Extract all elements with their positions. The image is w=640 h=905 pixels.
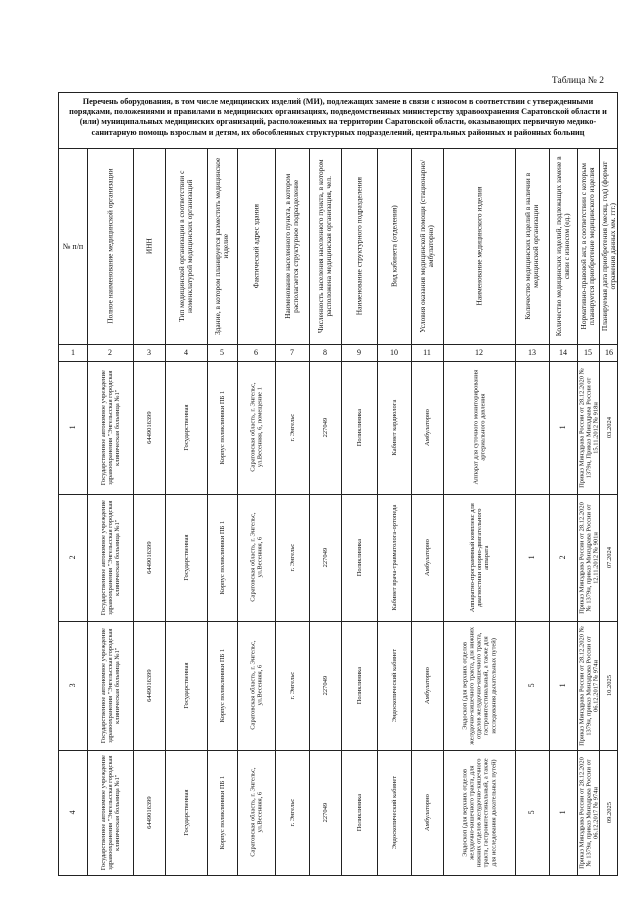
column-header-4 xyxy=(166,150,206,343)
column-header-5-text: Здание, в котором планируется разместить медицинское изделие xyxy=(212,157,230,336)
column-header-6 xyxy=(238,150,274,343)
row-4-conditions xyxy=(412,751,442,874)
row-3-conditions-text: Амбулаторно xyxy=(423,667,431,704)
row-4-date xyxy=(600,751,618,874)
row-4-device xyxy=(444,751,514,874)
column-header-10 xyxy=(378,150,410,343)
row-3-device xyxy=(444,622,514,749)
row-2-qty-replace xyxy=(550,495,576,620)
row-1-type-text: Государственная xyxy=(182,404,190,451)
row-2-building xyxy=(208,495,236,620)
column-header-7-text: Наименование населенного пункта, в котором располагается структурное подразделение xyxy=(282,173,300,320)
row-3-act-text: Приказ Минздрава России от 28.12.2020 № 1379н, приказ Минздрава России от 06.12.2017 № 974н xyxy=(578,625,600,746)
row-4-address-text: Саратовская область, г. Энгельс, ул.Весенняя, 6 xyxy=(248,767,263,858)
row-4-population xyxy=(310,751,340,874)
row-3-qty-replace xyxy=(550,622,576,749)
column-header-13-text: Количество медицинских изделий в наличии в медицинской организации xyxy=(522,173,540,320)
column-number-4: 4 xyxy=(184,348,188,357)
column-number-11: 11 xyxy=(423,348,431,357)
row-3-locality-text: г. Энгельс xyxy=(288,671,296,700)
row-1-cabinet-text: Кабинет кардиолога xyxy=(390,399,398,456)
row-3-inn xyxy=(134,622,164,749)
row-1-qty-have xyxy=(516,362,548,493)
row-2-locality-text: г. Энгельс xyxy=(288,543,296,572)
row-4-qty-replace xyxy=(550,751,576,874)
column-number-1: 1 xyxy=(71,348,75,357)
row-1-qty-replace-text: 1 xyxy=(557,425,567,430)
row-3-date-text: 10.2025 xyxy=(605,674,613,697)
row-3-device-text: Эндоскоп (для верхних отделов желудочно-кишечного тракта, для нижних отделов желудочно-кишечного тракта, гастроинтестинальный, а также для исследования дыхательных путей) xyxy=(461,626,497,745)
row-4-population-text: 227049 xyxy=(321,802,329,823)
column-header-2 xyxy=(88,150,132,343)
row-4-inn-text: 6449016399 xyxy=(145,796,153,829)
row-3-type-text: Государственная xyxy=(182,662,190,709)
column-header-9 xyxy=(342,150,376,343)
row-4-locality-text: г. Энгельс xyxy=(288,798,296,827)
row-2-inn-text: 6449016399 xyxy=(145,541,153,574)
row-3-unit xyxy=(342,622,376,749)
row-3-cabinet xyxy=(378,622,410,749)
row-1-date-text: 03.2024 xyxy=(605,416,613,439)
row-1-cabinet xyxy=(378,362,410,493)
row-1-locality-text: г. Энгельс xyxy=(288,413,296,442)
row-2-population xyxy=(310,495,340,620)
row-1-building xyxy=(208,362,236,493)
row-2-conditions xyxy=(412,495,442,620)
row-3-address-text: Саратовская область, г. Энгельс, ул.Весенняя, 6 xyxy=(248,640,263,731)
column-header-12-text: Наименование медицинского изделия xyxy=(473,187,483,306)
row-3-qty-have-text: 5 xyxy=(526,683,536,688)
row-1-unit xyxy=(342,362,376,493)
row-1-locality xyxy=(276,362,308,493)
column-number-7: 7 xyxy=(290,348,294,357)
row-2-unit xyxy=(342,495,376,620)
column-header-11 xyxy=(412,150,442,343)
table-grid xyxy=(59,149,617,875)
column-header-13 xyxy=(516,150,548,343)
column-header-10-text: Вид кабинета (отделения) xyxy=(388,205,398,288)
row-4-act-text: Приказ Минздрава России от 28.12.2020 № 1379н, приказ Минздрава России от 06.12.2017 № 974н xyxy=(578,756,600,869)
row-4-type-text: Государственная xyxy=(182,789,190,836)
row-3-cabinet-text: Эндоскопический кабинет xyxy=(390,648,398,723)
row-4-unit xyxy=(342,751,376,874)
column-header-2-text: Полное наименование медицинской организации xyxy=(104,168,114,325)
column-number-13: 13 xyxy=(528,348,536,357)
row-3-n-text: 3 xyxy=(67,683,77,688)
row-1-date xyxy=(600,362,618,493)
row-3-n xyxy=(60,622,86,749)
row-1-qty-replace xyxy=(550,362,576,493)
row-2-org-text: Государственное автономное учреждение здравоохранения "Энгельсская городская клиническая больница №1" xyxy=(99,499,121,616)
row-4-conditions-text: Амбулаторно xyxy=(423,794,431,831)
row-4-cabinet-text: Эндоскопический кабинет xyxy=(390,775,398,850)
row-2-org xyxy=(88,495,132,620)
row-4-building xyxy=(208,751,236,874)
row-2-type xyxy=(166,495,206,620)
row-3-population-text: 227049 xyxy=(321,675,329,696)
row-1-n-text: 1 xyxy=(67,425,77,430)
row-3-population xyxy=(310,622,340,749)
row-4-unit-text: Поликлиника xyxy=(355,793,363,832)
row-4-org xyxy=(88,751,132,874)
column-header-7 xyxy=(276,150,308,343)
column-header-15 xyxy=(578,150,598,343)
column-number-16: 16 xyxy=(605,348,613,357)
row-1-type xyxy=(166,362,206,493)
row-1-address-text: Саратовская область, г. Энгельс, ул.Весенняя, 6, помещение 1 xyxy=(248,382,263,473)
row-2-act-text: Приказ Минздрава России от 28.12.2020 № 1379н, приказ Минздрава России от 12.11.2012 № 901н xyxy=(578,501,600,614)
row-3-locality xyxy=(276,622,308,749)
row-2-conditions-text: Амбулаторно xyxy=(423,539,431,576)
column-header-16 xyxy=(600,150,618,343)
table-label: Таблица № 2 xyxy=(551,76,604,86)
column-number-12: 12 xyxy=(475,348,483,357)
row-1-building-text: Корпус поликлиники ПБ 1 xyxy=(218,390,226,465)
row-3-act xyxy=(578,622,598,749)
row-2-inn xyxy=(134,495,164,620)
row-3-inn-text: 6449016399 xyxy=(145,669,153,702)
row-4-building-text: Корпус поликлиники ПБ 1 xyxy=(218,775,226,850)
row-1-org xyxy=(88,362,132,493)
row-4-date-text: 09.2025 xyxy=(605,801,613,824)
column-header-6-text: Фактический адрес здания xyxy=(250,204,260,289)
column-header-12 xyxy=(444,150,514,343)
row-4-device-text: Эндоскоп (для верхних отделов желудочно-кишечного тракта, для нижних отделов желудочно-кишечного тракта, гастроинтестинальный, а также для исследования дыхательных путей) xyxy=(461,757,497,868)
row-1-population xyxy=(310,362,340,493)
row-2-type-text: Государственная xyxy=(182,534,190,581)
column-number-14: 14 xyxy=(559,348,567,357)
row-1-device xyxy=(444,362,514,493)
row-1-inn-text: 6449016399 xyxy=(145,411,153,444)
row-4-inn xyxy=(134,751,164,874)
column-header-8-text: Численность населения населенного пункта, в котором расположена медицинская организация, чел. xyxy=(315,159,333,334)
row-2-cabinet-text: Кабинет врача-травматолога-ортопеда xyxy=(390,504,398,611)
row-3-conditions xyxy=(412,622,442,749)
column-number-10: 10 xyxy=(390,348,398,357)
row-4-qty-have xyxy=(516,751,548,874)
row-4-org-text: Государственное автономное учреждение здравоохранения "Энгельсская городская клиническая больница №1" xyxy=(99,754,121,871)
row-4-address xyxy=(238,751,274,874)
row-3-qty-replace-text: 1 xyxy=(557,683,567,688)
row-4-cabinet xyxy=(378,751,410,874)
row-1-population-text: 227049 xyxy=(321,417,329,438)
column-number-2: 2 xyxy=(108,348,112,357)
row-2-address-text: Саратовская область, г. Энгельс, ул.Весенняя, 6 xyxy=(248,512,263,603)
row-3-unit-text: Поликлиника xyxy=(355,666,363,705)
row-2-act xyxy=(578,495,598,620)
row-2-device xyxy=(444,495,514,620)
column-header-1-text: № п/п xyxy=(62,241,84,251)
column-header-4-text: Тип медицинской организации в соответствии с номенклатурой медицинских организаций xyxy=(176,170,194,323)
row-1-act xyxy=(578,362,598,493)
row-4-n-text: 4 xyxy=(67,810,77,815)
row-4-locality xyxy=(276,751,308,874)
row-1-inn xyxy=(134,362,164,493)
row-2-cabinet xyxy=(378,495,410,620)
row-4-n xyxy=(60,751,86,874)
column-header-1 xyxy=(60,150,86,343)
column-header-14-text: Количество медицинских изделий, подлежащих замене в связи с износом (ед.) xyxy=(553,156,571,337)
row-3-building-text: Корпус поликлиники ПБ 1 xyxy=(218,648,226,723)
row-1-conditions xyxy=(412,362,442,493)
row-1-device-text: Аппарат для суточного мониторирования артериального давления xyxy=(471,370,486,485)
row-3-org xyxy=(88,622,132,749)
column-header-9-text: Наименование структурного подразделения xyxy=(353,177,363,316)
row-2-address xyxy=(238,495,274,620)
row-3-type xyxy=(166,622,206,749)
row-2-population-text: 227049 xyxy=(321,547,329,568)
column-header-8 xyxy=(310,150,340,343)
row-3-qty-have xyxy=(516,622,548,749)
column-header-5 xyxy=(208,150,236,343)
row-2-n-text: 2 xyxy=(67,555,77,560)
row-2-unit-text: Поликлиника xyxy=(355,538,363,577)
row-1-unit-text: Поликлиника xyxy=(355,408,363,447)
row-3-building xyxy=(208,622,236,749)
column-number-9: 9 xyxy=(357,348,361,357)
row-2-device-text: Аппаратно-программный комплекс для диагностики опорно-двигательного аппарата xyxy=(468,503,490,612)
equipment-table xyxy=(58,92,618,876)
column-header-14 xyxy=(550,150,576,343)
row-2-qty-replace-text: 2 xyxy=(557,555,567,560)
column-number-5: 5 xyxy=(220,348,224,357)
row-3-org-text: Государственное автономное учреждение здравоохранения "Энгельсская городская клиническая больница №1" xyxy=(99,627,121,744)
row-4-qty-have-text: 5 xyxy=(526,810,536,815)
row-1-address xyxy=(238,362,274,493)
row-1-act-text: Приказ Минздрава России от 28.12.2020 № 1379н, Приказ Минздрава России от 15.11.2012 № 918н xyxy=(578,367,600,488)
row-1-n xyxy=(60,362,86,493)
column-header-3 xyxy=(134,150,164,343)
column-header-16-text: Планируемая дата приобретения (месяц, год) (формат отражения данных мм. ггг.) xyxy=(599,161,617,332)
row-2-n xyxy=(60,495,86,620)
row-4-qty-replace-text: 1 xyxy=(557,810,567,815)
row-1-conditions-text: Амбулаторно xyxy=(423,409,431,446)
column-header-11-text: Условия оказания медицинской помощи (стационарно/амбулаторно) xyxy=(417,160,435,333)
row-2-date-text: 07.2024 xyxy=(605,546,613,569)
row-4-type xyxy=(166,751,206,874)
column-number-15: 15 xyxy=(584,348,592,357)
column-header-3-text: ИНН xyxy=(143,238,153,255)
row-2-locality xyxy=(276,495,308,620)
row-2-qty-have-text: 1 xyxy=(526,555,536,560)
row-4-act xyxy=(578,751,598,874)
row-3-address xyxy=(238,622,274,749)
row-3-date xyxy=(600,622,618,749)
row-2-building-text: Корпус поликлиники ПБ 1 xyxy=(218,520,226,595)
column-number-3: 3 xyxy=(147,348,151,357)
row-2-qty-have xyxy=(516,495,548,620)
row-2-date xyxy=(600,495,618,620)
row-1-org-text: Государственное автономное учреждение здравоохранения "Энгельсская городская клиническая больница №1" xyxy=(99,369,121,486)
column-number-8: 8 xyxy=(323,348,327,357)
column-number-6: 6 xyxy=(254,348,258,357)
column-header-15-text: Нормативно-правовой акт, в соответствии с которым планируется приобретение медицинского изделия xyxy=(578,163,596,330)
table-title: Перечень оборудования, в том числе медицинских изделий (МИ), подлежащих замене в связи с износом в соответствии с утвержденными порядками, положениями и правилами в медицинских организациях, подведомственных министерству здравоохранения Саратовской области и (или) муниципальных медицинских организаций, расположенных на территории Саратовской области, оказывающих первичную медико-санитарную помощь взрослым и детям, их обособленных структурных подразделений, центральных районных и районных больниц xyxy=(59,93,617,149)
